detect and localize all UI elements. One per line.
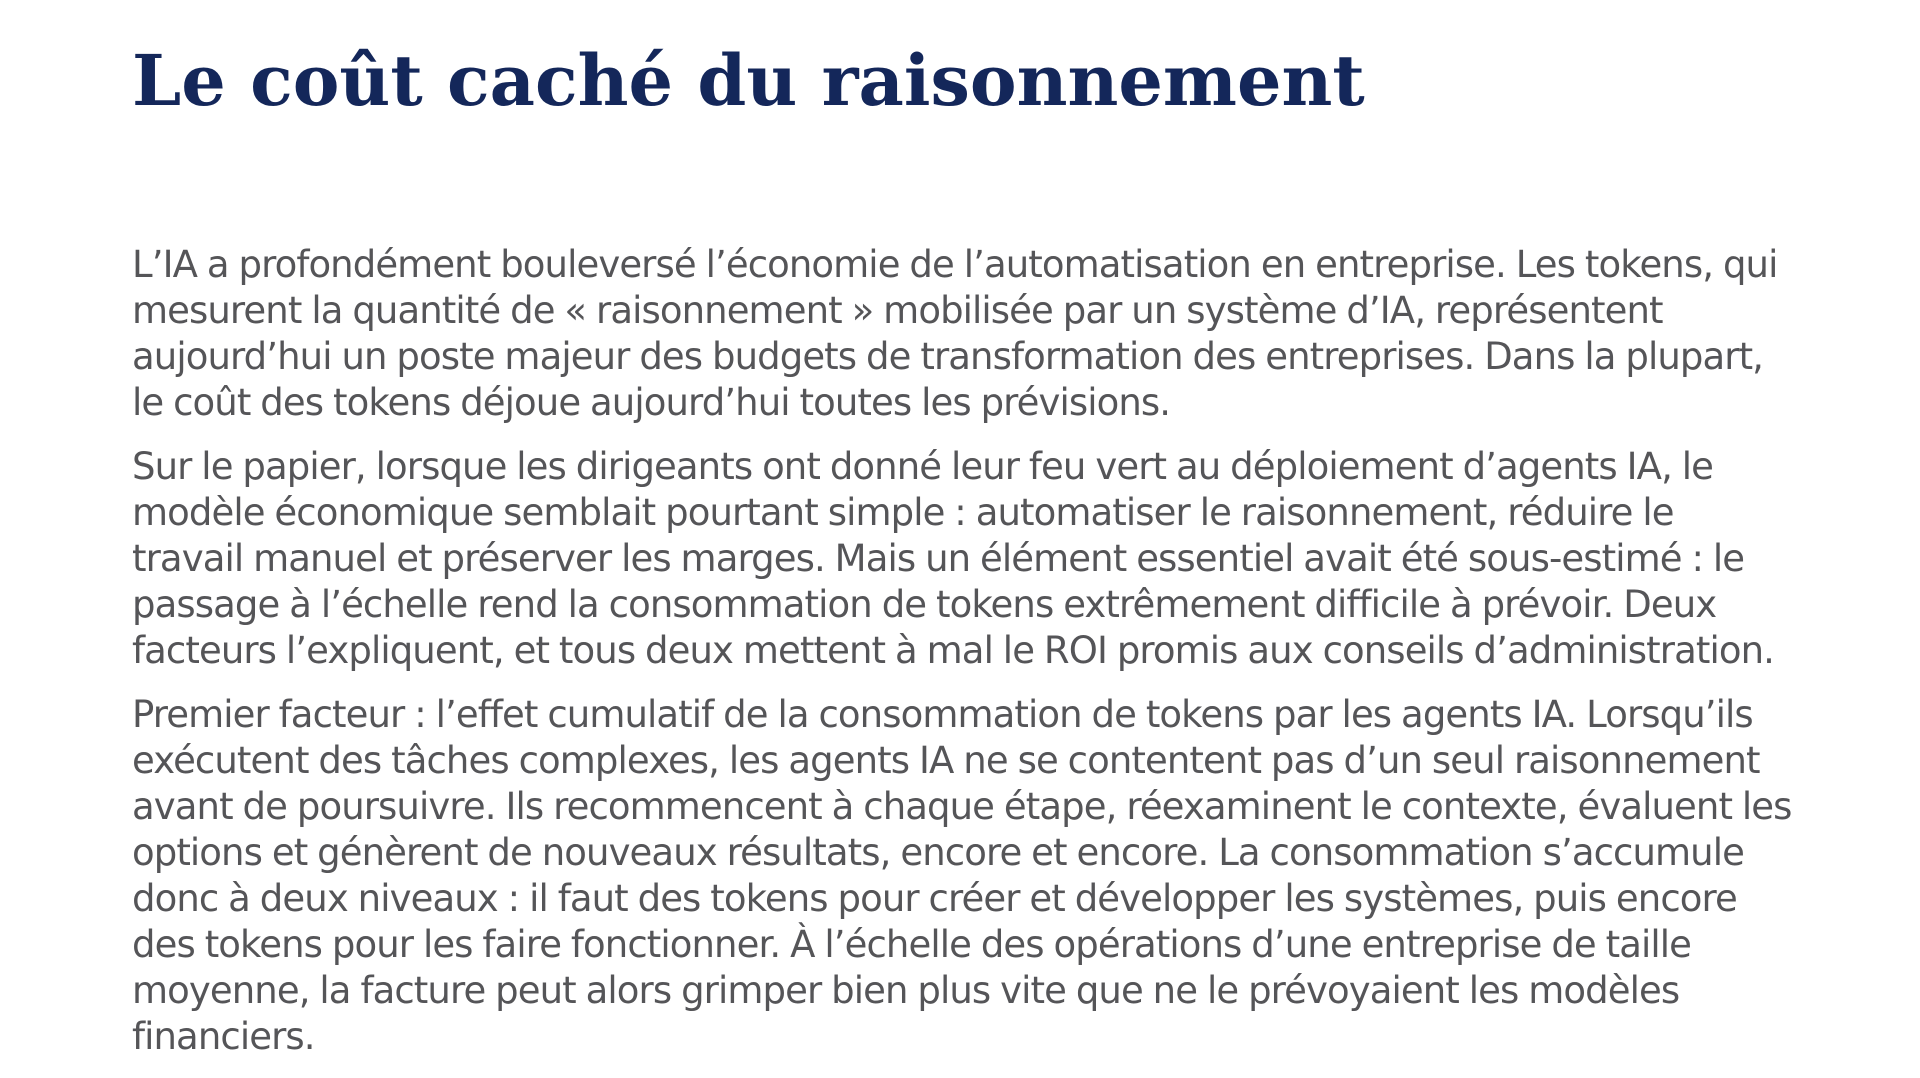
paragraph-line: travail manuel et préserver les marges. Mais un élément essentiel avait été sous-estimé : le: [132, 537, 1745, 580]
article-body: [132, 242, 1822, 1078]
paragraph-line: donc à deux niveaux : il faut des tokens pour créer et développer les systèmes, puis encore: [132, 877, 1737, 920]
paragraph-line: L’IA a profondément bouleversé l’économie de l’automatisation en entreprise. Les tokens, qui: [132, 243, 1778, 286]
paragraph-line: moyenne, la facture peut alors grimper bien plus vite que ne le prévoyaient les modèles: [132, 969, 1680, 1012]
paragraph-line: aujourd’hui un poste majeur des budgets de transformation des entreprises. Dans la plupart,: [132, 335, 1764, 378]
paragraph-line: facteurs l’expliquent, et tous deux mettent à mal le ROI promis aux conseils d’administration.: [132, 629, 1775, 672]
paragraph-line: financiers.: [132, 1015, 315, 1058]
paragraph-line: le coût des tokens déjoue aujourd’hui toutes les prévisions.: [132, 381, 1171, 424]
paragraph-line: options et génèrent de nouveaux résultats, encore et encore. La consommation s’accumule: [132, 831, 1744, 874]
paragraph-line: modèle économique semblait pourtant simple : automatiser le raisonnement, réduire le: [132, 491, 1674, 534]
paragraph-2: [132, 444, 1822, 674]
paragraph-line: Premier facteur : l’effet cumulatif de la consommation de tokens par les agents IA. Lorsqu’ils: [132, 693, 1753, 736]
paragraph-1: [132, 242, 1822, 426]
paragraph-line: avant de poursuivre. Ils recommencent à chaque étape, réexaminent le contexte, évaluent les: [132, 785, 1792, 828]
paragraph-line: mesurent la quantité de « raisonnement » mobilisée par un système d’IA, représentent: [132, 289, 1663, 332]
paragraph-line: passage à l’échelle rend la consommation de tokens extrêmement difficile à prévoir. Deux: [132, 583, 1717, 626]
paragraph-line: des tokens pour les faire fonctionner. À l’échelle des opérations d’une entreprise de taille: [132, 923, 1692, 966]
paragraph-3: [132, 692, 1822, 1060]
paragraph-line: exécutent des tâches complexes, les agents IA ne se contentent pas d’un seul raisonnement: [132, 739, 1760, 782]
article-title: Le coût caché du raisonnement: [132, 39, 1365, 122]
paragraph-line: Sur le papier, lorsque les dirigeants ont donné leur feu vert au déploiement d’agents IA, le: [132, 445, 1714, 488]
